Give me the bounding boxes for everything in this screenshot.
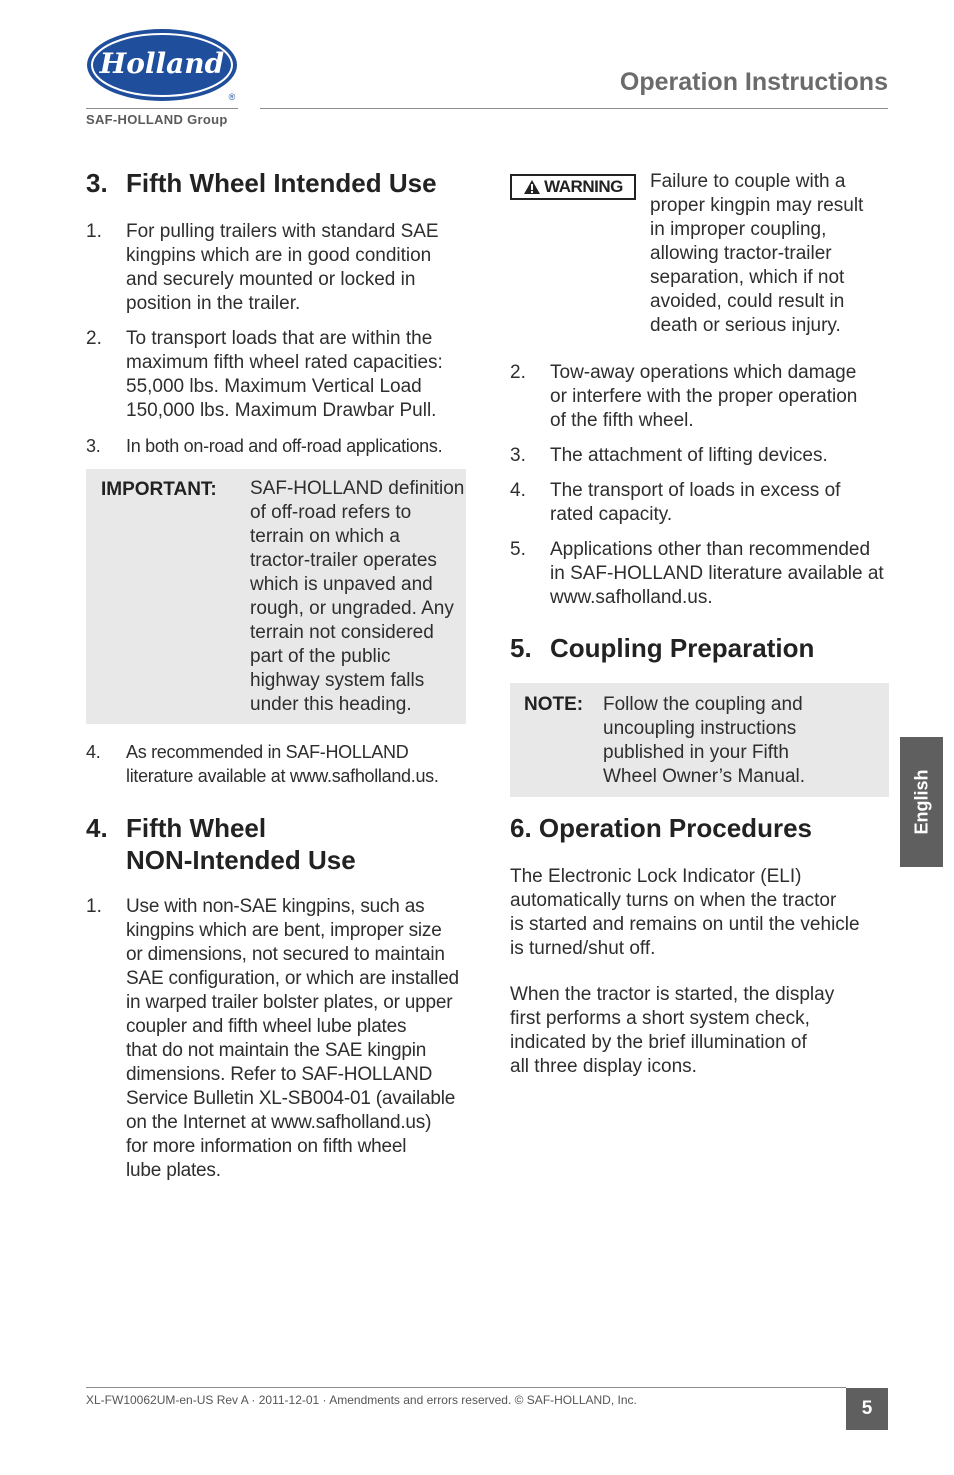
list-item-number: 4.	[86, 742, 101, 762]
section4-heading	[86, 812, 356, 876]
list-item-number: 1.	[86, 896, 102, 917]
list-item-number: 2.	[510, 362, 526, 383]
section5-heading	[510, 633, 814, 664]
note-text: Follow the coupling and uncoupling instructions published in your Fifth Wheel Owner’s Manual.	[603, 694, 806, 787]
svg-text:®: ®	[228, 92, 236, 102]
warning-label: WARNING	[544, 177, 623, 196]
page-number: 5	[846, 1388, 888, 1430]
note-box	[510, 683, 889, 797]
list-item	[510, 361, 890, 433]
list-item	[510, 538, 890, 610]
section4-title-line1: Fifth Wheel	[126, 813, 267, 843]
section3-title: Fifth Wheel Intended Use	[126, 168, 437, 198]
section4-title-line2: NON-Intended Use	[126, 845, 356, 875]
warning-text: Failure to couple with a proper kingpin may result in improper coupling, allowing tractor-trailer separation, which if not avoided, could result in death or serious injury.	[650, 171, 864, 336]
footer-text: XL-FW10062UM-en-US Rev A · 2011-12-01 · Amendments and errors reserved. © SAF-HOLLAND, Inc.	[86, 1393, 637, 1407]
list-item-text: In both on-road and off-road applications.	[126, 436, 443, 456]
warning-badge	[510, 174, 636, 200]
list-item	[86, 220, 466, 316]
group-name: SAF-HOLLAND Group	[86, 112, 228, 127]
list-item-text: The transport of loads in excess of rated capacity.	[550, 480, 841, 525]
footer-rule	[86, 1387, 846, 1388]
language-tab[interactable]	[900, 737, 943, 867]
list-item-text: Applications other than recommended in SAF-HOLLAND literature available at www.safholland.us.	[550, 539, 884, 608]
important-box	[86, 469, 466, 724]
logo-rule	[86, 108, 238, 109]
list-item	[86, 434, 466, 458]
list-item-number: 1.	[86, 221, 102, 242]
list-item-text: Use with non-SAE kingpins, such as kingpins which are bent, improper size or dimensions, not secured to maintain SAE configuration, or which are installed in warped trailer bolster plates, or upper coupler and fifth wheel lube plates that do not maintain the SAE kingpin dimensions. Refer to SAF-HOLLAND Service Bulletin XL-SB004-01 (available on the Internet at www.safholland.us) for more information on fifth wheel lube plates.	[126, 896, 459, 1181]
section5-title: Coupling Preparation	[550, 633, 815, 663]
section4-number: 4.	[86, 813, 108, 843]
list-item-number: 3.	[510, 445, 526, 466]
list-item-text: Tow-away operations which damage or interfere with the proper operation of the fifth wheel.	[550, 362, 858, 431]
page-title: Operation Instructions	[619, 68, 888, 96]
important-text: SAF-HOLLAND definition of off-road refers to terrain on which a tractor-trailer operates which is unpaved and rough, or ungraded. Any terrain not considered part of the public highway system falls under this heading.	[250, 478, 465, 715]
list-item	[86, 895, 476, 1183]
section6-paragraph-1: The Electronic Lock Indicator (ELI) automatically turns on when the tractor is started and remains on until the vehicle is turned/shut off.	[510, 866, 860, 959]
warning-triangle-icon	[523, 179, 541, 195]
section5-number: 5.	[510, 633, 532, 663]
list-item-number: 5.	[510, 539, 526, 560]
svg-text:Holland: Holland	[99, 47, 225, 80]
section6-heading: 6. Operation Procedures	[510, 813, 812, 843]
section6-paragraph-2: When the tractor is started, the display first performs a short system check, indicated by the brief illumination of all three display icons.	[510, 984, 835, 1077]
list-item	[510, 479, 890, 527]
language-tab-label: English	[911, 769, 931, 835]
list-item	[510, 444, 890, 468]
holland-logo	[86, 28, 240, 104]
list-item-text: To transport loads that are within the maximum fifth wheel rated capacities: 55,000 lbs. Maximum Vertical Load 150,000 lbs. Maximum Drawbar Pull.	[126, 328, 443, 421]
important-label: IMPORTANT:	[101, 479, 217, 500]
list-item-text: For pulling trailers with standard SAE kingpins which are in good condition and securely mounted or locked in position in the trailer.	[126, 221, 439, 314]
section3-heading	[86, 168, 437, 199]
list-item-number: 3.	[86, 436, 101, 456]
list-item-text: The attachment of lifting devices.	[550, 445, 828, 466]
header-rule	[260, 108, 888, 109]
list-item-number: 4.	[510, 480, 526, 501]
list-item	[86, 740, 466, 788]
list-item-number: 2.	[86, 328, 102, 349]
list-item	[86, 327, 466, 423]
list-item-text: As recommended in SAF-HOLLAND literature available at www.safholland.us.	[126, 742, 439, 786]
note-label: NOTE:	[524, 694, 584, 715]
section3-number: 3.	[86, 168, 108, 198]
